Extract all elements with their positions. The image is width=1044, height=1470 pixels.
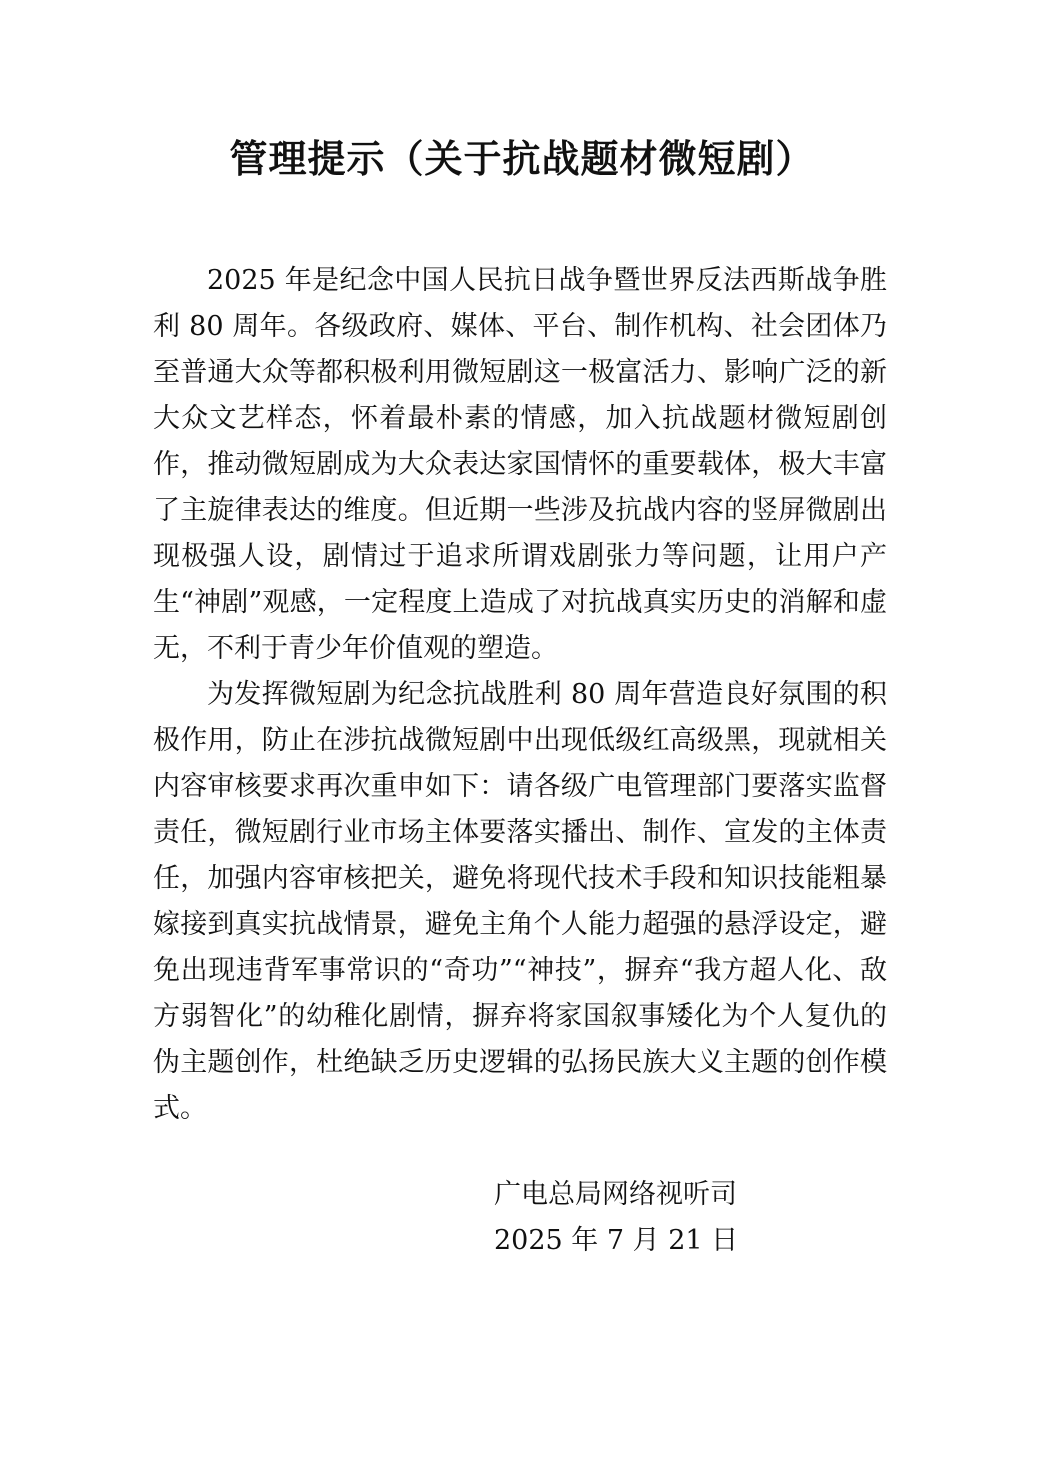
paragraph-1: 2025 年是纪念中国人民抗日战争暨世界反法西斯战争胜利 80 周年。各级政府、媒体、平台、制作机构、社会团体乃至普通大众等都积极利用微短剧这一极富活力、影响广泛的新大众文艺样态，怀着最朴素的情感，加入抗战题材微短剧创作，推动微短剧成为大众表达家国情怀的重要载体，极大丰富了主旋律表达的维度。但近期一些涉及抗战内容的竖屏微剧出现极强人设，剧情过于追求所谓戏剧张力等问题，让用户产生“神剧”观感，一定程度上造成了对抗战真实历史的消解和虚无，不利于青少年价值观的塑造。	[153, 265, 887, 664]
document-body	[153, 258, 887, 1132]
issuer-name: 广电总局网络视听司	[494, 1179, 737, 1210]
paragraph-2: 为发挥微短剧为纪念抗战胜利 80 周年营造良好氛围的积极作用，防止在涉抗战微短剧中出现低级红高级黑，现就相关内容审核要求再次重申如下：请各级广电管理部门要落实监督责任，微短剧行业市场主体要落实播出、制作、宣发的主体责任，加强内容审核把关，避免将现代技术手段和知识技能粗暴嫁接到真实抗战情景，避免主角个人能力超强的悬浮设定，避免出现违背军事常识的“奇功”“神技”，摒弃“我方超人化、敌方弱智化”的幼稚化剧情，摒弃将家国叙事矮化为个人复仇的伪主题创作，杜绝缺乏历史逻辑的弘扬民族大义主题的创作模式。	[153, 679, 887, 1124]
signature-block	[494, 1172, 738, 1264]
issue-date: 2025 年 7 月 21 日	[494, 1225, 739, 1256]
document-title: 管理提示（关于抗战题材微短剧）	[229, 137, 815, 181]
